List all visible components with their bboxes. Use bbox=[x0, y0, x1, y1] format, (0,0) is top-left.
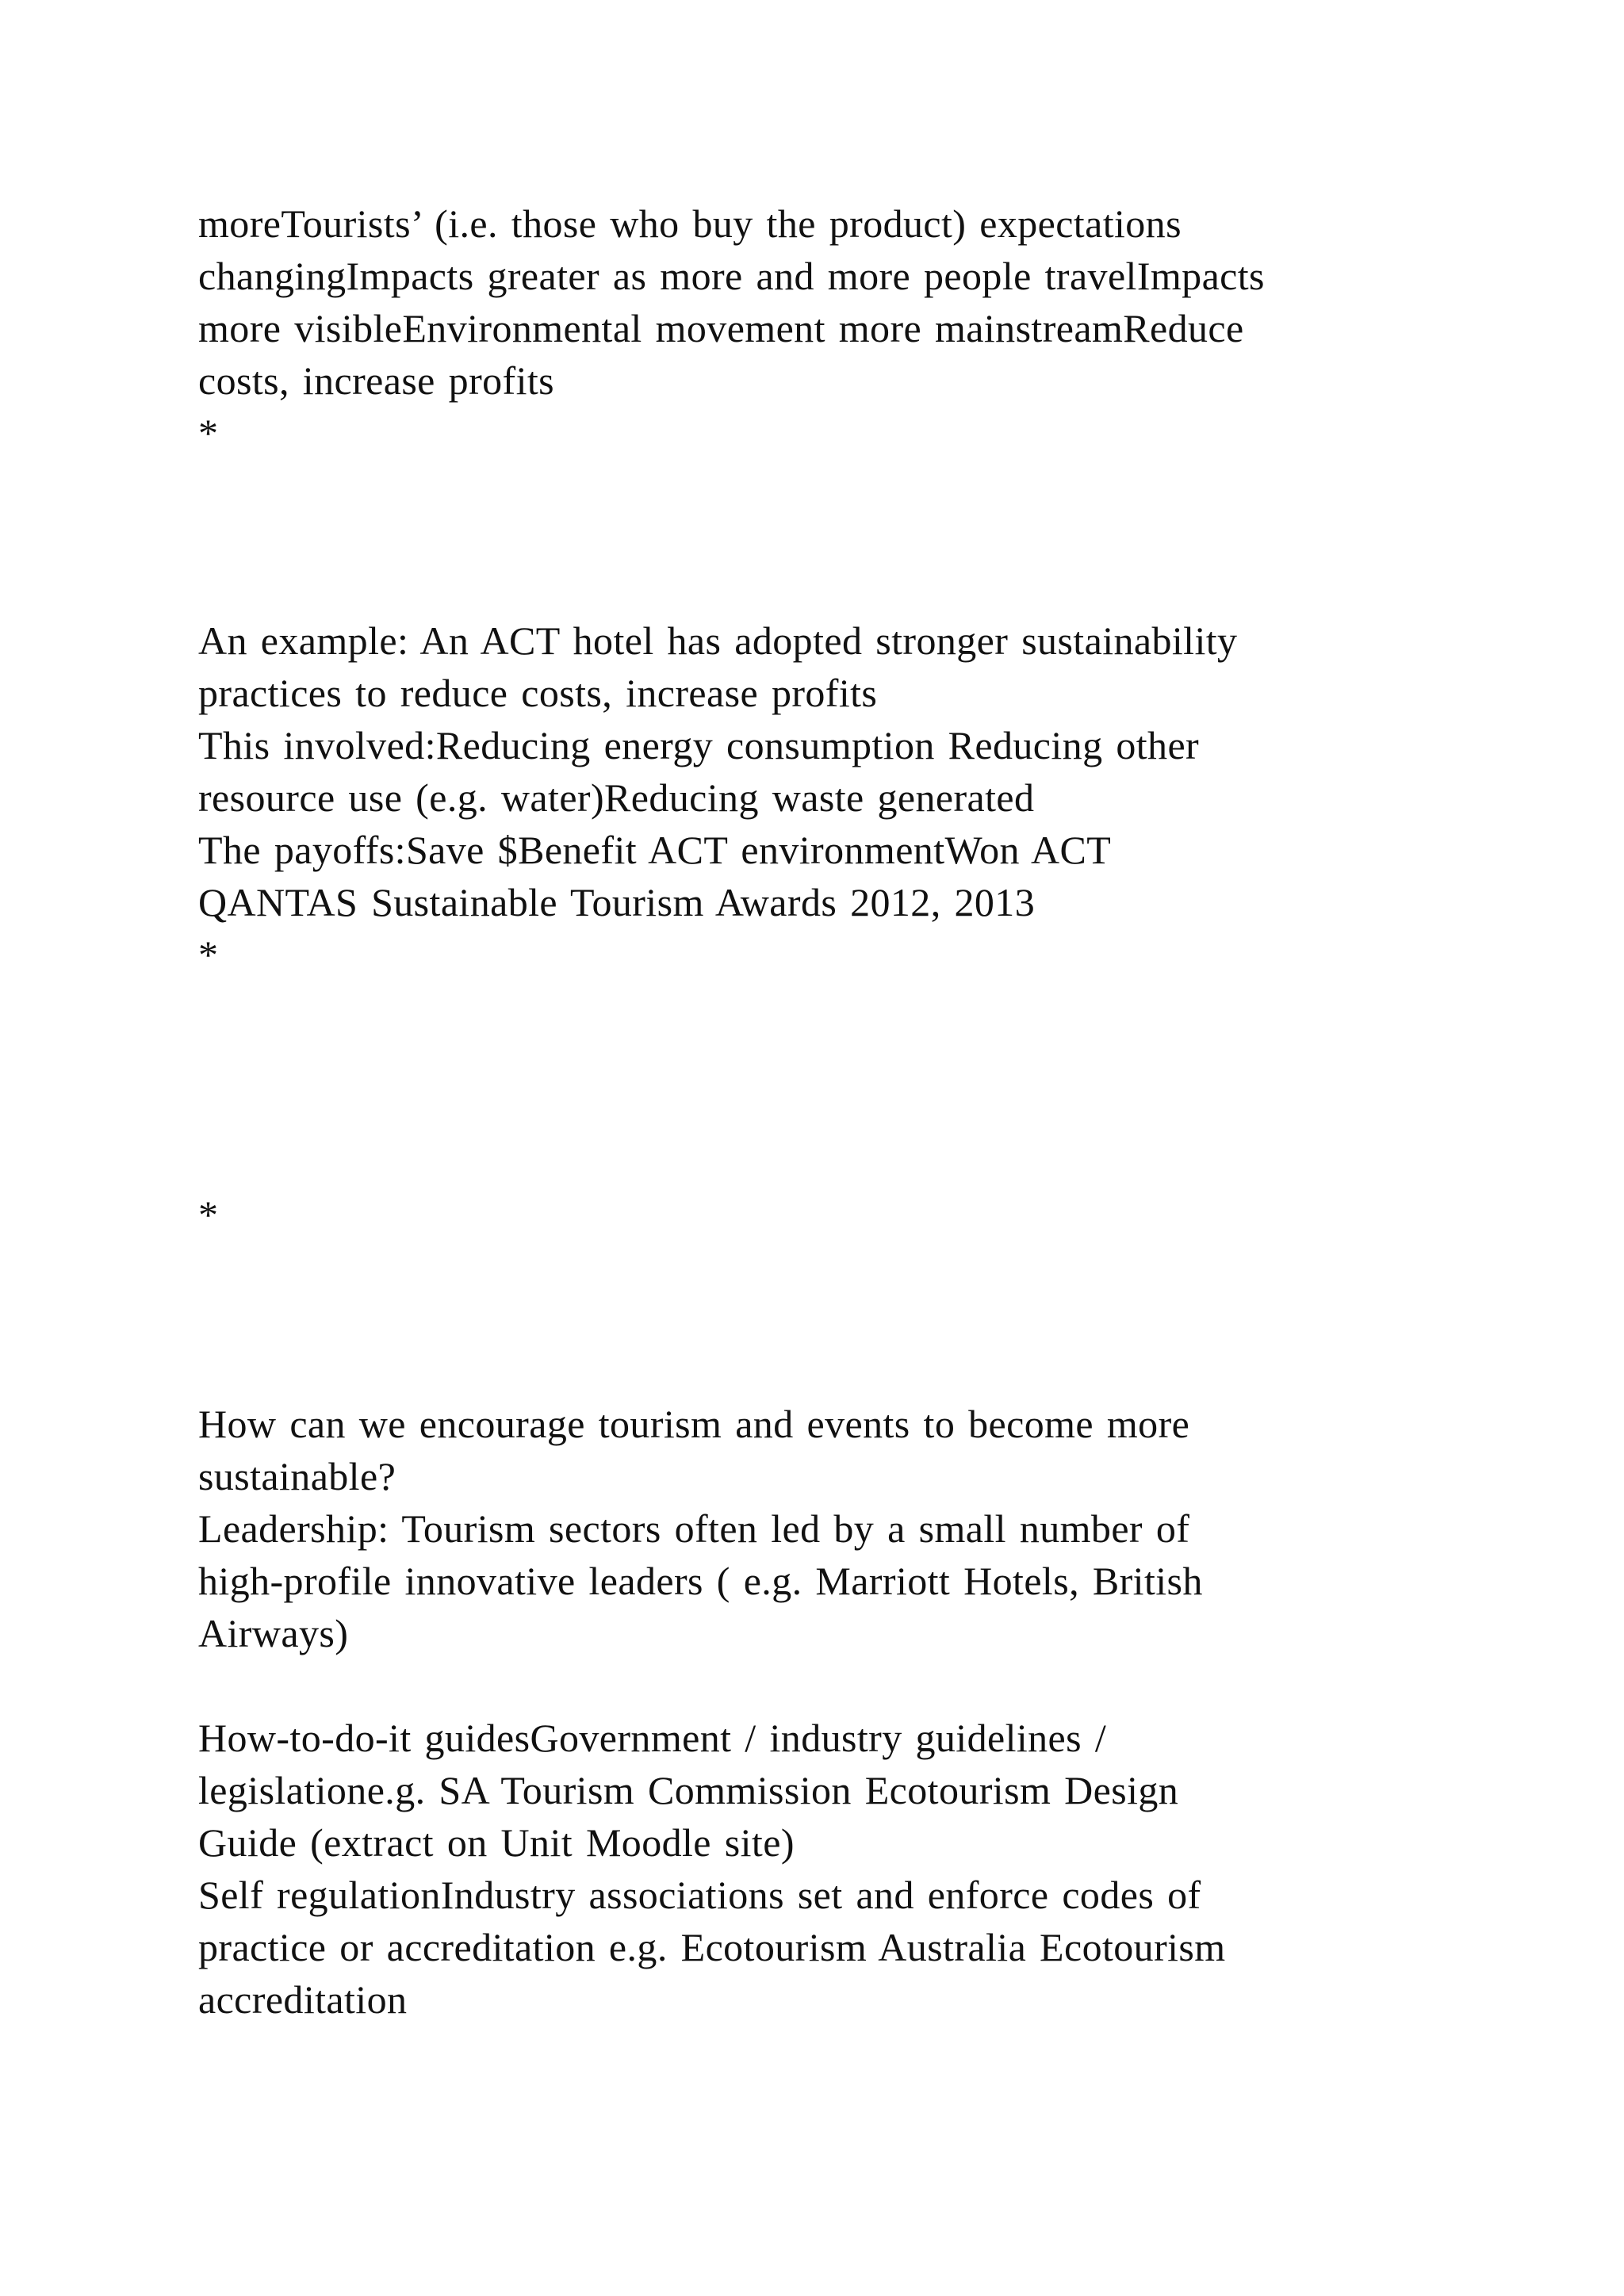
text-line: practices to reduce costs, increase profits bbox=[198, 671, 878, 715]
text-line: This involved:Reducing energy consumption Reducing other bbox=[198, 723, 1200, 767]
text-line: practice or accreditation e.g. Ecotourism Australia Ecotourism bbox=[198, 1925, 1226, 1969]
text-line: costs, increase profits bbox=[198, 358, 555, 403]
text-line: resource use (e.g. water)Reducing waste generated bbox=[198, 775, 1035, 820]
text-line: accreditation bbox=[198, 1977, 408, 2022]
text-line: sustainable? bbox=[198, 1454, 396, 1498]
text-line: moreTourists’ (i.e. those who buy the product) expectations bbox=[198, 201, 1182, 246]
text-line: Self regulationIndustry associations set and enforce codes of bbox=[198, 1873, 1201, 1917]
slide-separator-asterisk: * bbox=[198, 932, 219, 977]
slide-separator-asterisk: * bbox=[198, 411, 219, 455]
text-line: How can we encourage tourism and events to become more bbox=[198, 1402, 1190, 1446]
text-line: more visibleEnvironmental movement more mainstreamReduce bbox=[198, 306, 1244, 350]
text-line: changingImpacts greater as more and more people travelImpacts bbox=[198, 254, 1265, 298]
text-line: The payoffs:Save $Benefit ACT environmentWon ACT bbox=[198, 828, 1112, 872]
text-line: Guide (extract on Unit Moodle site) bbox=[198, 1820, 795, 1865]
text-line: Airways) bbox=[198, 1611, 349, 1655]
slide-separator-asterisk: * bbox=[198, 1192, 219, 1237]
text-line: How-to-do-it guidesGovernment / industry guidelines / bbox=[198, 1716, 1107, 1760]
text-line: QANTAS Sustainable Tourism Awards 2012, 2013 bbox=[198, 880, 1036, 924]
text-line: Leadership: Tourism sectors often led by a small number of bbox=[198, 1506, 1190, 1551]
text-line: An example: An ACT hotel has adopted stronger sustainability bbox=[198, 618, 1238, 663]
text-line: legislatione.g. SA Tourism Commission Ecotourism Design bbox=[198, 1768, 1179, 1812]
text-line: high-profile innovative leaders ( e.g. Marriott Hotels, British bbox=[198, 1559, 1203, 1603]
